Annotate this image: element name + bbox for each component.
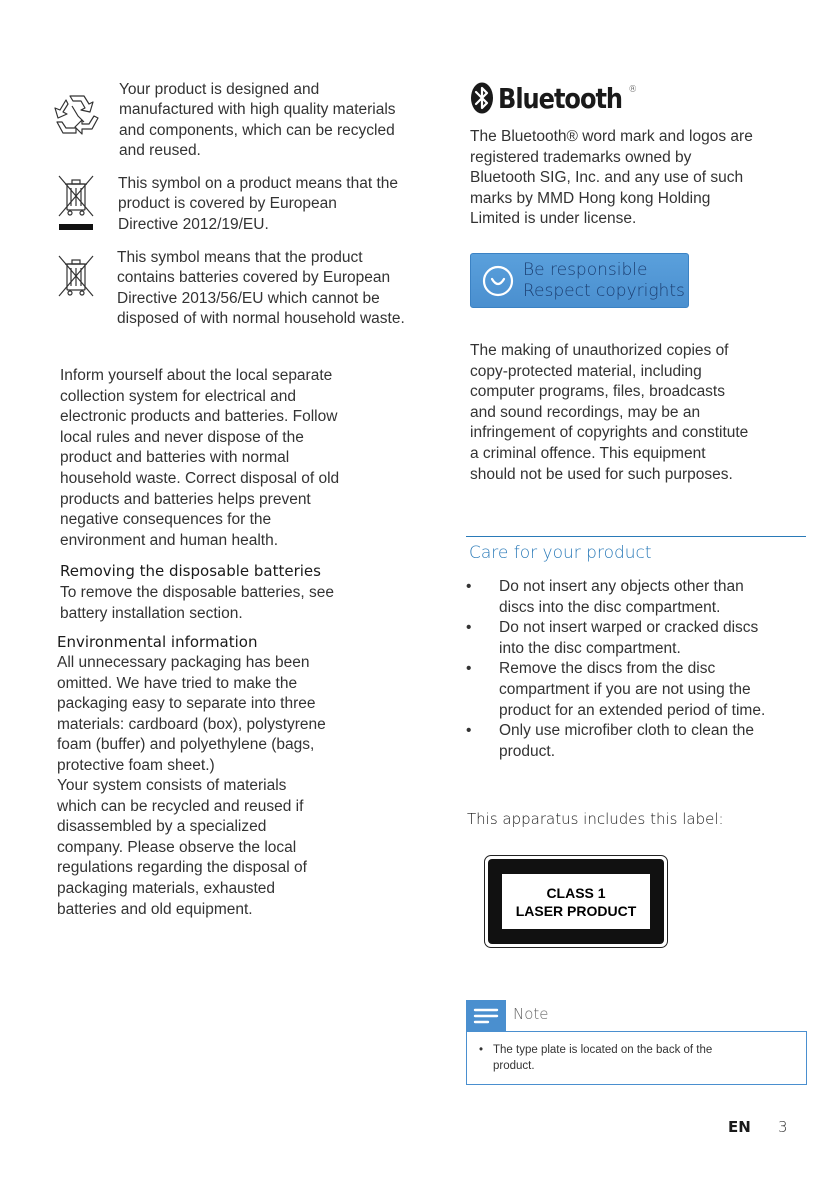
battery-text: This symbol means that the product contains batteries covered by European Directive 2013/56/EU which cannot be disposed of with normal household waste. — [117, 249, 405, 327]
laser-label — [484, 855, 668, 948]
removing-heading: Removing the disposable batteries — [60, 562, 321, 580]
bluetooth-rune-icon — [470, 82, 494, 114]
env-text-2: Your system consists of materials which can be recycled and reused if disassembled by a specialized company. Please observe the local regulations regarding the disposal of packaging materials, exhausted batteries and old equipment. — [57, 777, 307, 918]
bluetooth-logo — [470, 80, 637, 116]
care-item: • Only use microfiber cloth to clean the product. — [466, 722, 755, 760]
care-list — [466, 577, 766, 762]
note-icon — [466, 1000, 506, 1031]
note-box — [466, 1000, 807, 1085]
env-heading: Environmental information — [57, 633, 258, 651]
badge-line-1: Be responsible — [523, 259, 648, 280]
care-item: • Do not insert any objects other than discs into the disc compartment. — [466, 578, 744, 616]
badge-line-2: Respect copyrights — [523, 280, 685, 301]
copyright-text: The making of unauthorized copies of copy-protected material, including computer programs, files, broadcasts and sound recordings, may be an infringement of copyrights and constitute a criminal offence. This equipment should not be used for such purposes. — [470, 342, 749, 483]
note-bullet: • — [479, 1044, 484, 1056]
laser-line-2: LASER PRODUCT — [515, 902, 637, 919]
care-item: • Do not insert warped or cracked discs into the disc compartment. — [466, 619, 759, 657]
care-item: • Remove the discs from the disc compartment if you are not using the product for an extended period of time. — [466, 660, 766, 719]
inform-paragraph: Inform yourself about the local separate collection system for electrical and electronic products and batteries. Follow local rules and never dispose of the product and batteries with normal household waste. Correct disposal of old products and batteries helps prevent negative consequences for the environment and human health. — [60, 367, 340, 549]
bluetooth-wordmark: Bluetooth — [498, 81, 623, 115]
apparatus-label-text: This apparatus includes this label: — [467, 810, 724, 828]
note-title: Note — [513, 1005, 549, 1023]
crossed-bin-icon — [56, 172, 96, 232]
copyright-badge — [470, 253, 689, 308]
removing-text: To remove the disposable batteries, see battery installation section. — [60, 584, 334, 622]
battery-bin-icon — [56, 254, 96, 300]
care-heading: Care for your product — [469, 543, 652, 563]
bluetooth-text: The Bluetooth® word mark and logos are registered trademarks owned by Bluetooth SIG, Inc. and any use of such marks by MMD Hong kong Holding Limited is under license. — [470, 128, 753, 228]
bluetooth-registered: ® — [628, 85, 638, 95]
footer-language: EN — [728, 1118, 751, 1136]
laser-line-1: CLASS 1 — [546, 884, 606, 901]
note-text: The type plate is located on the back of the product. — [493, 1044, 713, 1072]
env-text-1: All unnecessary packaging has been omitted. We have tried to make the packaging easy to separate into three materials: cardboard (box), polystyrene foam (buffer) and polyethylene (bags, protective foam sheet.) — [57, 654, 326, 774]
footer-page-number: 3 — [778, 1118, 788, 1136]
recycle-icon — [52, 92, 102, 138]
power-circle-icon — [482, 265, 514, 297]
weee-text: This symbol on a product means that the product is covered by European Directive 2012/19/EU. — [118, 175, 399, 233]
care-divider — [466, 536, 806, 537]
recycle-text: Your product is designed and manufactured with high quality materials and components, which can be recycled and reused. — [119, 81, 396, 159]
